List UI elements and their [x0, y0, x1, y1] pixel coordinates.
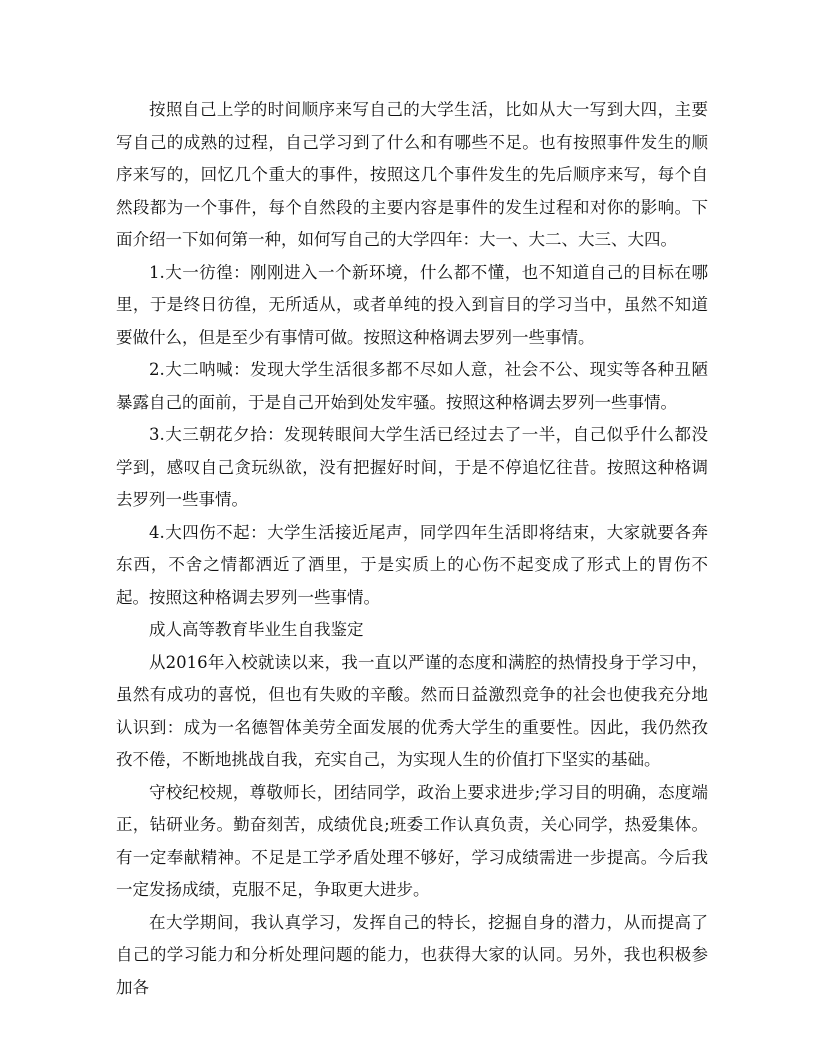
section-heading: 成人高等教育毕业生自我鉴定 — [149, 620, 364, 639]
junior-paragraph: 3.大三朝花夕拾：发现转眼间大学生活已经过去了一半，自己似乎什么都没学到，感叹自己贪玩纵欲，没有把握好时间，于是不停追忆往昔。按照这种格调去罗列一些事情。 — [116, 425, 708, 509]
self-assessment-paragraph: 从2016年入校就读以来，我一直以严谨的态度和满腔的热情投身于学习中，虽然有成功的喜悦，但也有失败的辛酸。然而日益激烈竞争的社会也使我充分地认识到：成为一名德智体美劳全面发展的优秀大学生的重要性。因此，我仍然孜孜不倦，不断地挑战自我，充实自己，为实现人生的价值打下坚实的基础。 — [116, 652, 708, 769]
university-period-paragraph: 在大学期间，我认真学习，发挥自己的特长，挖掘自身的潜力，从而提高了自己的学习能力和分析处理问题的能力，也获得大家的认同。另外，我也积极参加各 — [116, 912, 708, 997]
document-page — [116, 94, 708, 1004]
freshman-paragraph: 1.大一彷徨：刚刚进入一个新环境，什么都不懂，也不知道自己的目标在哪里，于是终日彷徨，无所适从，或者单纯的投入到盲目的学习当中，虽然不知道要做什么，但是至少有事情可做。按照这种格调去罗列一些事情。 — [116, 262, 708, 347]
intro-paragraph: 按照自己上学的时间顺序来写自己的大学生活，比如从大一写到大四，主要写自己的成熟的过程，自己学习到了什么和有哪些不足。也有按照事件发生的顺序来写的，回忆几个重大的事件，按照这几个事件发生的先后顺序来写，每个自然段都为一个事件，每个自然段的主要内容是事件的发生过程和对你的影响。下面介绍一下如何第一种，如何写自己的大学四年：大一、大二、大三、大四。 — [116, 100, 708, 249]
conduct-paragraph: 守校纪校规，尊敬师长，团结同学，政治上要求进步;学习目的明确，态度端正，钻研业务。勤奋刻苦，成绩优良;班委工作认真负责，关心同学，热爱集体。有一定奉献精神。不足是工学矛盾处理不够好，学习成绩需进一步提高。今后我一定发扬成绩，克服不足，争取更大进步。 — [116, 782, 708, 899]
sophomore-paragraph: 2.大二呐喊：发现大学生活很多都不尽如人意，社会不公、现实等各种丑陋暴露自己的面前，于是自己开始到处发牢骚。按照这种格调去罗列一些事情。 — [116, 360, 708, 412]
senior-paragraph: 4.大四伤不起：大学生活接近尾声，同学四年生活即将结束，大家就要各奔东西，不舍之情都洒近了酒里，于是实质上的心伤不起变成了形式上的胃伤不起。按照这种格调去罗列一些事情。 — [116, 522, 708, 607]
